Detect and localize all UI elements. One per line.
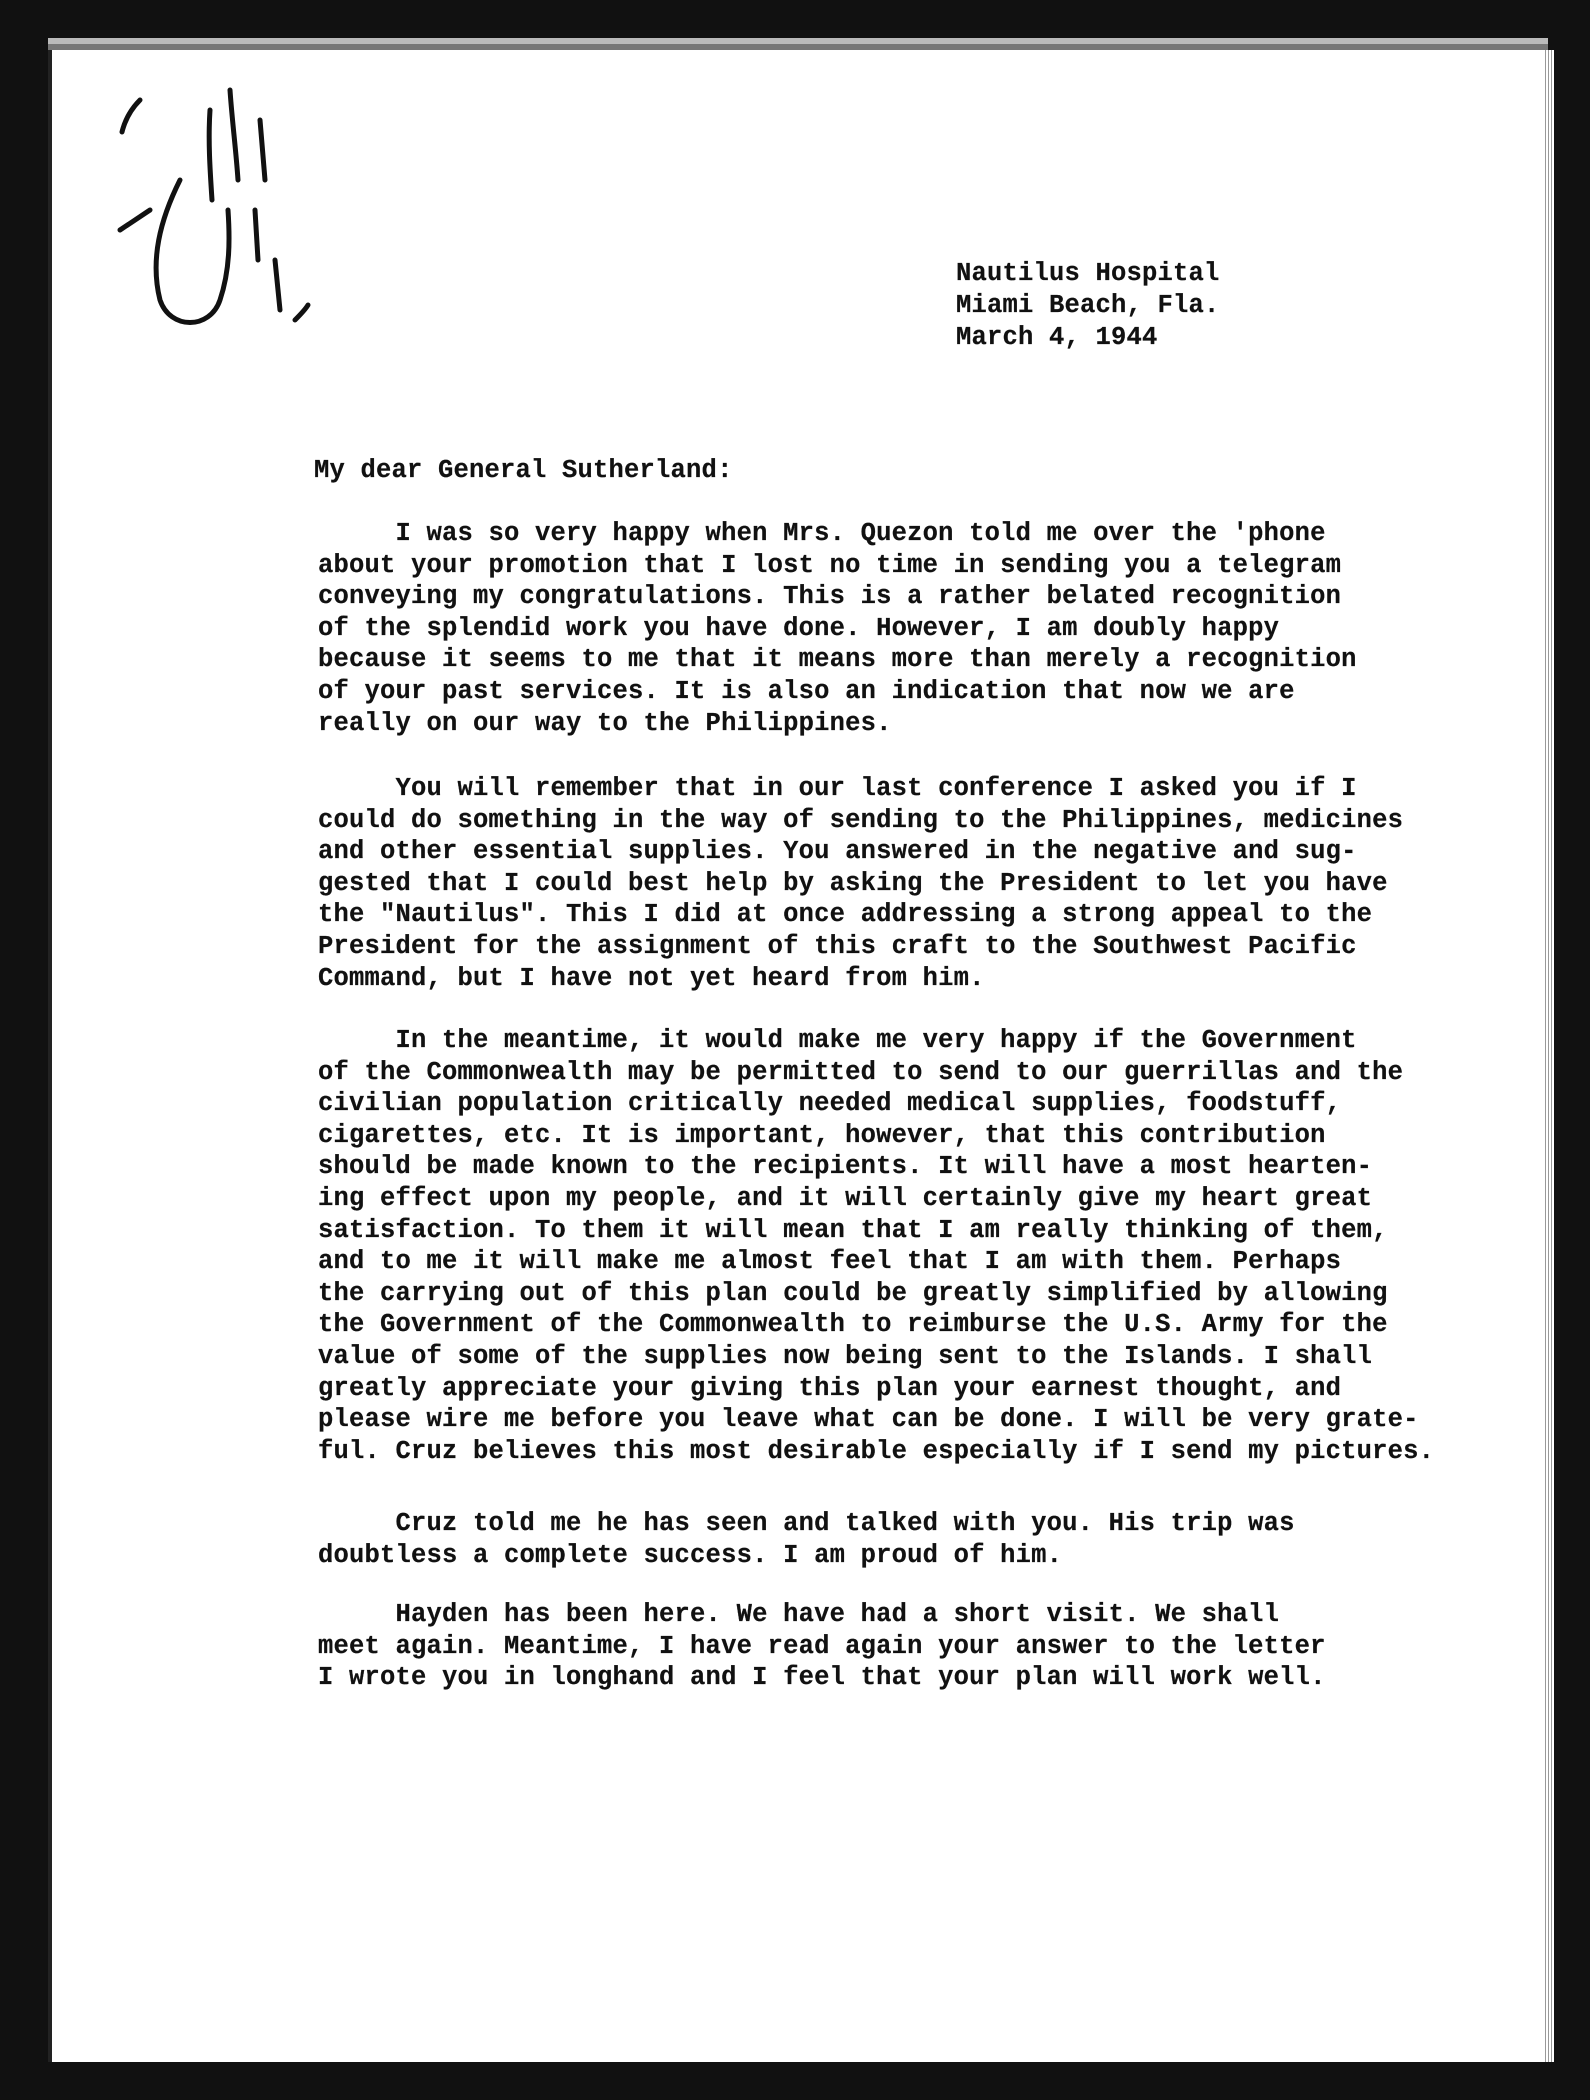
address-line-2: Miami Beach, Fla. [956,291,1220,320]
paragraph-line: should be made known to the recipients. It will have a most hearten- [318,1152,1373,1182]
paragraph-line: Cruz told me he has seen and talked with you. His trip was [318,1509,1295,1538]
paragraph-line: ful. Cruz believes this most desirable especially if I send my pictures. [318,1436,1435,1466]
paragraph-line: civilian population critically needed medical supplies, foodstuff, [318,1089,1342,1119]
paragraph-line: the Government of the Commonwealth to reimburse the U.S. Army for the [318,1310,1388,1340]
paragraph-line: ing effect upon my people, and it will certainly give my heart great [318,1183,1373,1213]
paragraph-line: the carrying out of this plan could be greatly simplified by allowing [318,1278,1388,1308]
paragraph-line: Command, but I have not yet heard from him. [318,963,985,993]
sender-address-block [956,258,1220,354]
paragraph-line: about your promotion that I lost no time in sending you a telegram [318,550,1342,580]
handwritten-annotation [60,60,320,340]
letter-date: March 4, 1944 [956,323,1158,352]
paragraph-line: and to me it will make me almost feel that I am with them. Perhaps [318,1247,1342,1277]
paragraph-line: greatly appreciate your giving this plan your earnest thought, and [318,1373,1342,1403]
paragraph-line: cigarettes, etc. It is important, however, that this contribution [318,1120,1326,1150]
paragraph-line: please wire me before you leave what can be done. I will be very grate- [318,1405,1419,1435]
paragraph-line: doubtless a complete success. I am proud of him. [318,1540,1063,1570]
paragraph-line: the "Nautilus". This I did at once addressing a strong appeal to the [318,900,1373,930]
paragraph-line: conveying my congratulations. This is a rather belated recognition [318,582,1342,612]
paragraph-line: because it seems to me that it means more than merely a recognition [318,645,1357,675]
paragraph-4 [318,1508,1295,1571]
paragraph-line: In the meantime, it would make me very happy if the Government [318,1026,1357,1055]
paragraph-line: really on our way to the Philippines. [318,708,892,738]
address-line-1: Nautilus Hospital [956,259,1220,288]
paragraph-5 [318,1599,1326,1694]
paragraph-line: I was so very happy when Mrs. Quezon told me over the 'phone [318,519,1326,548]
paragraph-line: meet again. Meantime, I have read again your answer to the letter [318,1631,1326,1661]
paragraph-line: and other essential supplies. You answered in the negative and sug- [318,837,1357,867]
paragraph-line: Hayden has been here. We have had a short visit. We shall [318,1600,1280,1629]
paragraph-line: I wrote you in longhand and I feel that your plan will work well. [318,1663,1326,1693]
paragraph-2 [318,773,1403,994]
paragraph-line: satisfaction. To them it will mean that I am really thinking of them, [318,1215,1388,1245]
paragraph-line: gested that I could best help by asking the President to let you have [318,868,1388,898]
paragraph-1 [318,518,1357,739]
paragraph-line: You will remember that in our last conference I asked you if I [318,774,1357,803]
paragraph-line: of the splendid work you have done. However, I am doubly happy [318,613,1280,643]
paragraph-line: of the Commonwealth may be permitted to send to our guerrillas and the [318,1057,1404,1087]
paragraph-3 [318,1025,1434,1467]
salutation: My dear General Sutherland: [314,456,733,485]
paragraph-line: value of some of the supplies now being sent to the Islands. I shall [318,1341,1373,1371]
paragraph-line: President for the assignment of this craft to the Southwest Pacific [318,931,1357,961]
paragraph-line: could do something in the way of sending to the Philippines, medicines [318,805,1404,835]
paragraph-line: of your past services. It is also an indication that now we are [318,676,1295,706]
